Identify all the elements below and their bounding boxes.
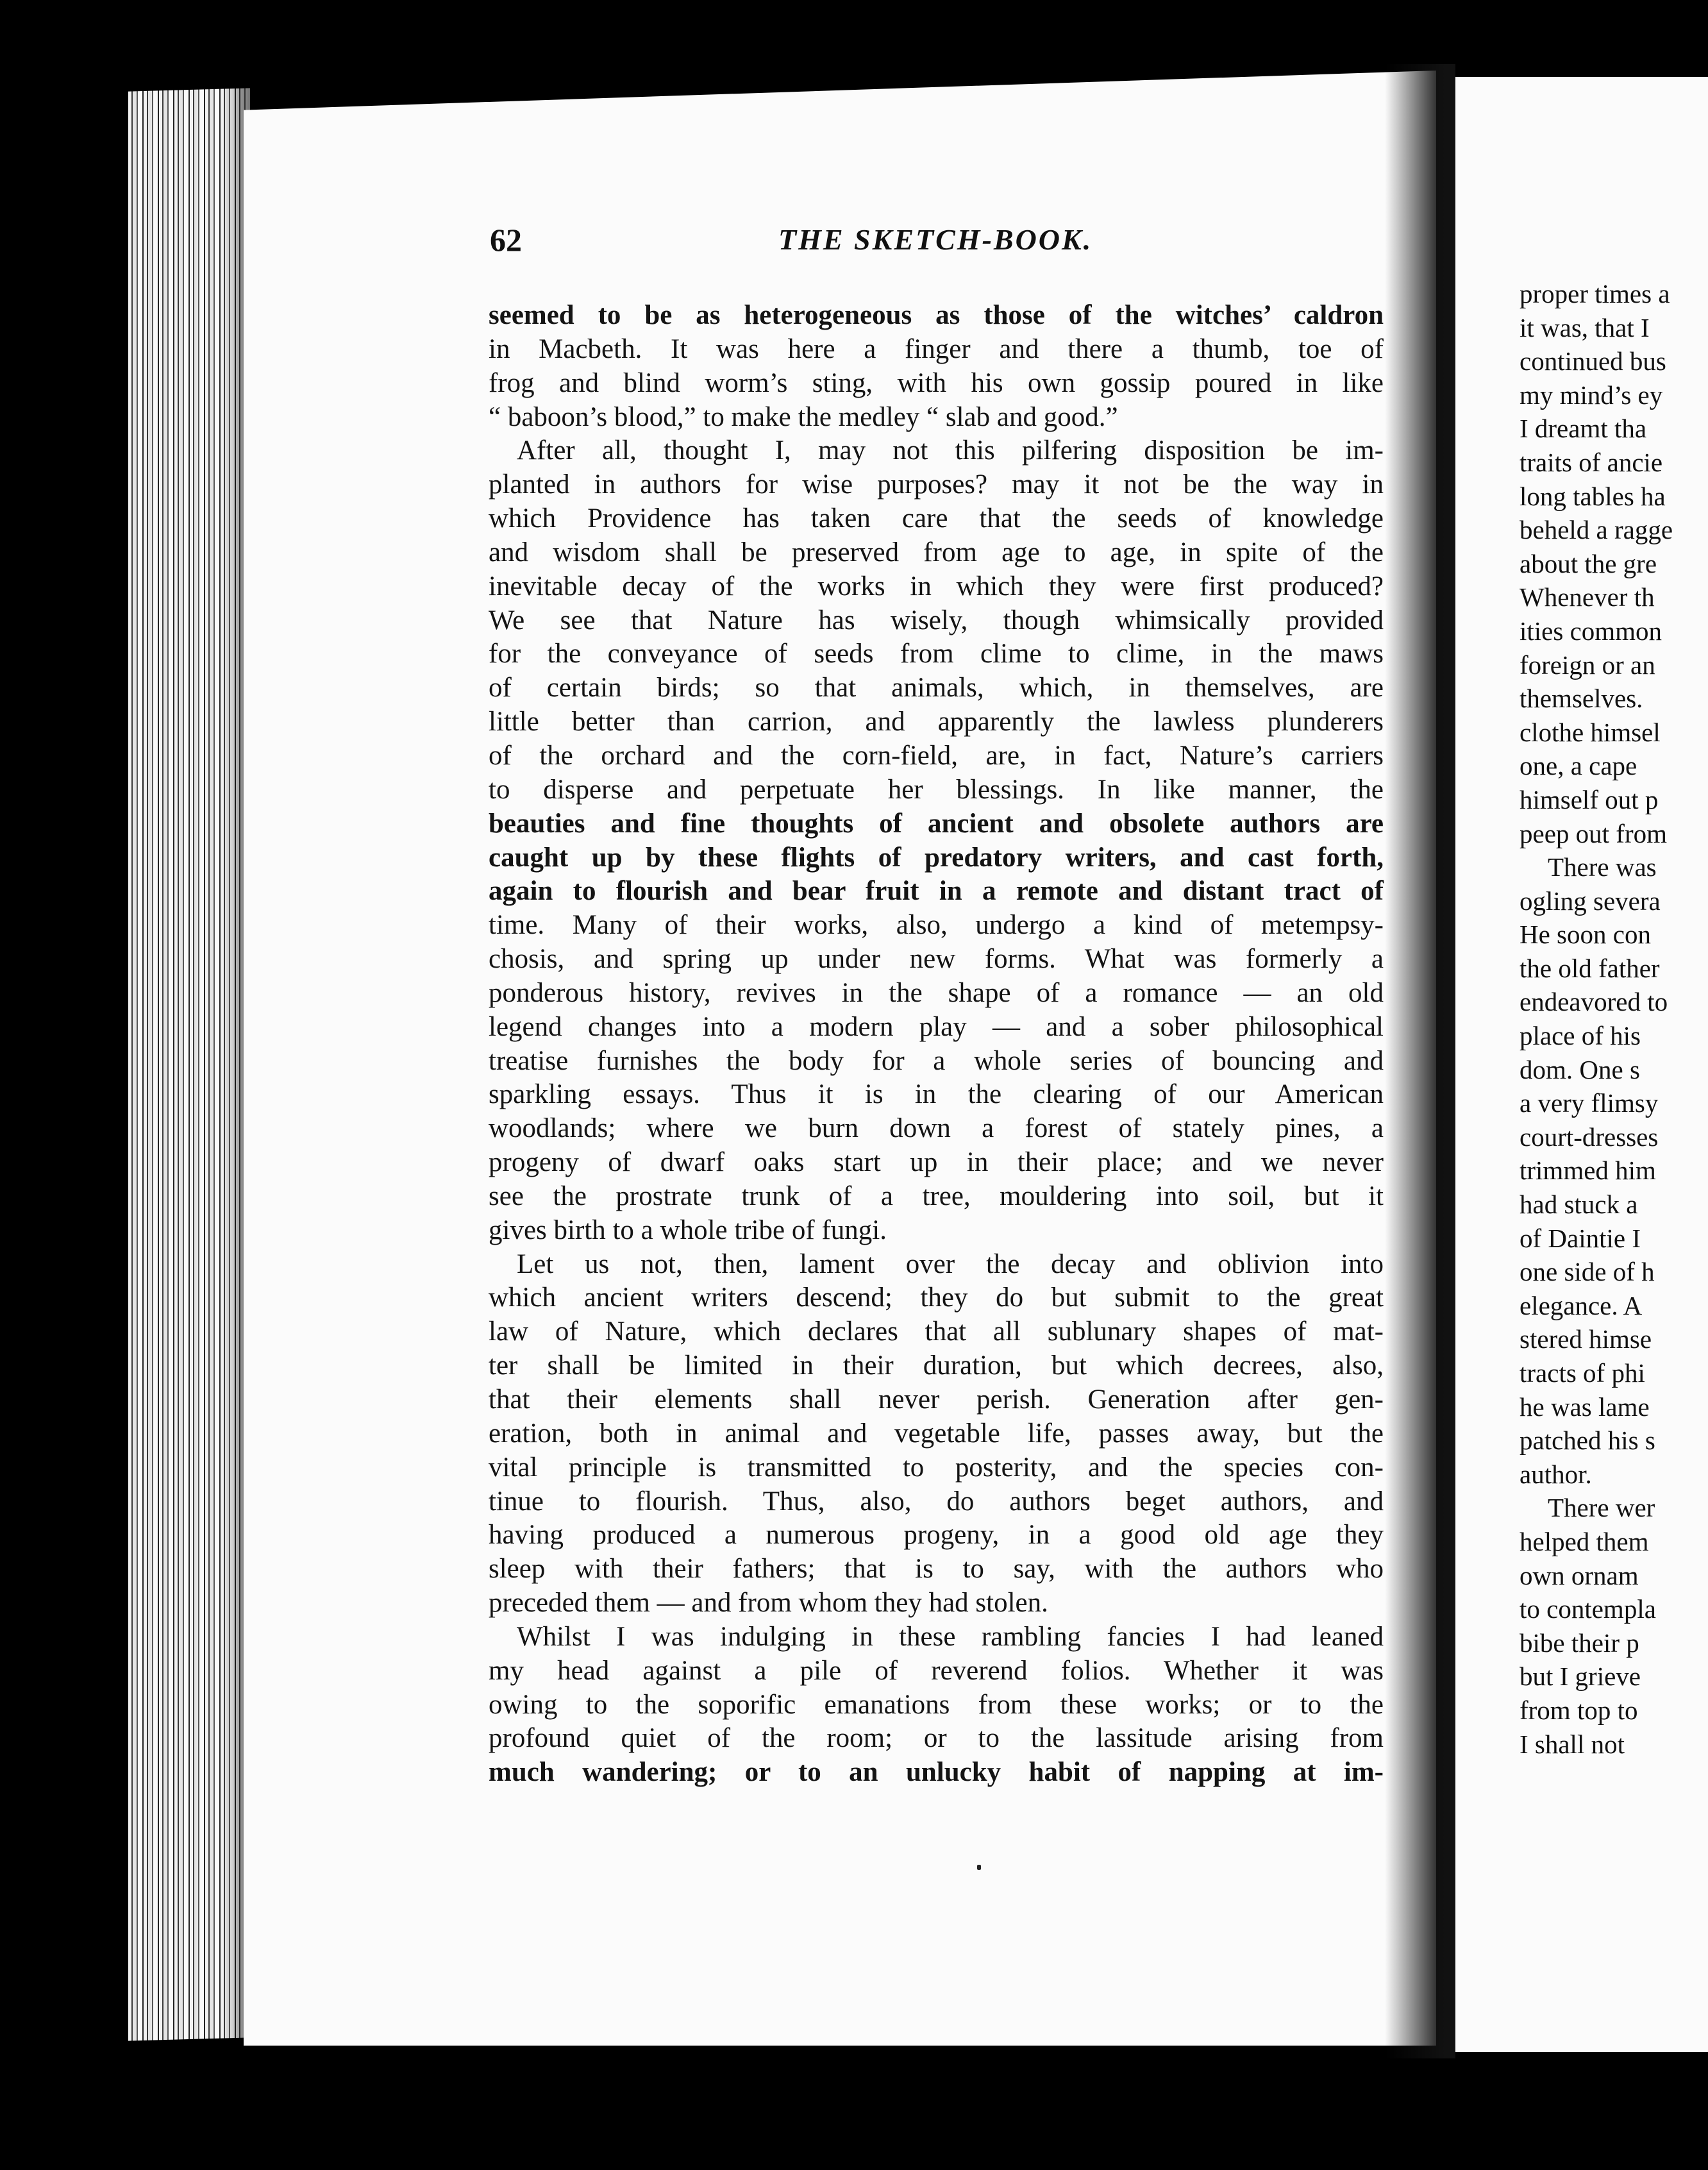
facing-text-line: but I grieve [1520, 1661, 1641, 1692]
text-line: treatise furnishes the body for a whole series of bouncing and [489, 1045, 1384, 1076]
text-line: which Providence has taken care that the seeds of knowledge [489, 503, 1384, 534]
text-line: that their elements shall never perish. Generation after gen- [489, 1384, 1384, 1415]
facing-text-line: traits of ancie [1520, 447, 1663, 477]
facing-text-line: tracts of phi [1520, 1358, 1645, 1388]
facing-text-line: themselves. [1520, 684, 1643, 714]
text-line: of the orchard and the corn-field, are, in fact, Nature’s carriers [489, 740, 1384, 771]
facing-text-line: court-dresses [1520, 1122, 1659, 1152]
text-line: for the conveyance of seeds from clime to clime, in the maws [489, 639, 1384, 669]
running-title: THE SKETCH-BOOK. [778, 223, 1093, 256]
facing-text-line: There wer [1548, 1493, 1655, 1523]
text-line: legend changes into a modern play — and a sober philosophical [489, 1011, 1384, 1042]
facing-text-line: continued bus [1520, 346, 1666, 376]
running-head [490, 221, 1387, 266]
text-line: “ baboon’s blood,” to make the medley “ slab and good.” [489, 401, 1118, 432]
facing-text-line: stered himse [1520, 1324, 1652, 1354]
text-line: frog and blind worm’s sting, with his own gossip poured in like [489, 367, 1384, 398]
text-line: time. Many of their works, also, undergo a kind of metempsy- [489, 910, 1384, 941]
facing-text-line: I dreamt tha [1520, 414, 1647, 444]
facing-text-line: about the gre [1520, 548, 1657, 578]
text-line: vital principle is transmitted to posterity, and the species con- [489, 1452, 1384, 1483]
facing-text-line: proper times a [1520, 279, 1670, 308]
facing-text-line: ities common [1520, 616, 1662, 646]
text-line: inevitable decay of the works in which they were first produced? [489, 571, 1384, 601]
text-line: profound quiet of the room; or to the lassitude arising from [489, 1723, 1384, 1754]
facing-text-line: He soon con [1520, 920, 1651, 950]
text-line: gives birth to a whole tribe of fungi. [489, 1215, 887, 1245]
text-line: woodlands; where we burn down a forest of stately pines, a [489, 1113, 1384, 1144]
facing-text-line: bibe their p [1520, 1627, 1639, 1658]
facing-text-line: own ornam [1520, 1560, 1639, 1590]
facing-text-line: he was lame [1520, 1392, 1650, 1422]
facing-text-line: author. [1520, 1459, 1592, 1489]
facing-page [1455, 77, 1708, 2052]
facing-text-line: endeavored to [1520, 987, 1668, 1017]
text-line: eration, both in animal and vegetable life, passes away, but the [489, 1418, 1384, 1449]
text-line: Whilst I was indulging in these rambling fancies I had leaned [517, 1621, 1384, 1652]
facing-text-line: beheld a ragge [1520, 515, 1673, 545]
facing-text-line: There was [1548, 852, 1657, 882]
facing-text-line: of Daintie I [1520, 1223, 1641, 1253]
facing-text-line: place of his [1520, 1021, 1641, 1051]
facing-text-line: the old father [1520, 953, 1660, 983]
facing-text-line: clothe himsel [1520, 717, 1661, 747]
text-line: chosis, and spring up under new forms. What was formerly a [489, 944, 1384, 975]
text-line: little better than carrion, and apparently the lawless plunderers [489, 707, 1384, 737]
facing-text-line: foreign or an [1520, 650, 1655, 680]
text-line: law of Nature, which declares that all sublunary shapes of mat- [489, 1316, 1384, 1347]
facing-text-line: himself out p [1520, 784, 1659, 814]
text-line: much wandering; or to an unlucky habit of napping at im- [489, 1757, 1384, 1788]
text-line: of certain birds; so that animals, which, in themselves, are [489, 673, 1384, 703]
facing-text-line: a very flimsy [1520, 1088, 1659, 1118]
text-line: progeny of dwarf oaks start up in their place; and we never [489, 1147, 1384, 1178]
text-line: seemed to be as heterogeneous as those of the witches’ caldron [489, 300, 1384, 330]
facing-text-line: one side of h [1520, 1257, 1655, 1287]
text-line: tinue to flourish. Thus, also, do authors beget authors, and [489, 1486, 1384, 1517]
page-number: 62 [490, 222, 522, 258]
text-line: my head against a pile of reverend folios. Whether it was [489, 1655, 1384, 1686]
facing-text-line: dom. One s [1520, 1054, 1640, 1084]
text-line: in Macbeth. It was here a finger and there a thumb, toe of [489, 333, 1384, 364]
text-line: sparkling essays. Thus it is in the clearing of our American [489, 1079, 1384, 1110]
facing-text-line: ogling severa [1520, 886, 1661, 916]
text-line: to disperse and perpetuate her blessings. In like manner, the [489, 774, 1384, 805]
text-line: having produced a numerous progeny, in a good old age they [489, 1520, 1384, 1551]
text-line: see the prostrate trunk of a tree, mouldering into soil, but it [489, 1181, 1384, 1211]
text-line: and wisdom shall be preserved from age to age, in spite of the [489, 537, 1384, 568]
text-line: Let us not, then, lament over the decay and oblivion into [517, 1249, 1384, 1279]
text-line: again to flourish and bear fruit in a remote and distant tract of [489, 876, 1384, 907]
facing-text-line: patched his s [1520, 1426, 1655, 1456]
text-line: We see that Nature has wisely, though whimsically provided [489, 605, 1384, 635]
facing-text-line: Whenever th [1520, 582, 1655, 612]
body-text [489, 299, 1384, 1790]
ink-speck [977, 1865, 981, 1870]
facing-text-line: to contempla [1520, 1594, 1656, 1624]
text-line: planted in authors for wise purposes? may it not be the way in [489, 469, 1384, 500]
facing-text-line: one, a cape [1520, 751, 1637, 781]
facing-page-text [1520, 277, 1708, 1761]
text-line: sleep with their fathers; that is to say, with the authors who [489, 1554, 1384, 1585]
facing-text-line: long tables ha [1520, 481, 1666, 511]
text-line: beauties and fine thoughts of ancient and obsolete authors are [489, 808, 1384, 839]
facing-text-line: trimmed him [1520, 1156, 1656, 1186]
text-line: which ancient writers descend; they do but submit to the great [489, 1283, 1384, 1313]
facing-text-line: my mind’s ey [1520, 380, 1663, 410]
text-line: ponderous history, revives in the shape of a romance — an old [489, 977, 1384, 1008]
text-line: caught up by these flights of predatory writers, and cast forth, [489, 842, 1384, 873]
facing-text-line: I shall not [1520, 1729, 1625, 1759]
text-line: preceded them — and from whom they had stolen. [489, 1588, 1048, 1619]
facing-text-line: it was, that I [1520, 312, 1650, 342]
facing-text-line: helped them [1520, 1526, 1649, 1556]
facing-text-line: from top to [1520, 1695, 1638, 1725]
facing-text-line: elegance. A [1520, 1290, 1643, 1320]
text-line: ter shall be limited in their duration, but which decrees, also, [489, 1350, 1384, 1381]
gutter-shadow [1385, 64, 1455, 2058]
facing-text-line: had stuck a [1520, 1190, 1638, 1220]
text-line: After all, thought I, may not this pilfering disposition be im- [517, 435, 1384, 466]
text-line: owing to the soporific emanations from these works; or to the [489, 1689, 1384, 1720]
facing-text-line: peep out from [1520, 818, 1667, 848]
